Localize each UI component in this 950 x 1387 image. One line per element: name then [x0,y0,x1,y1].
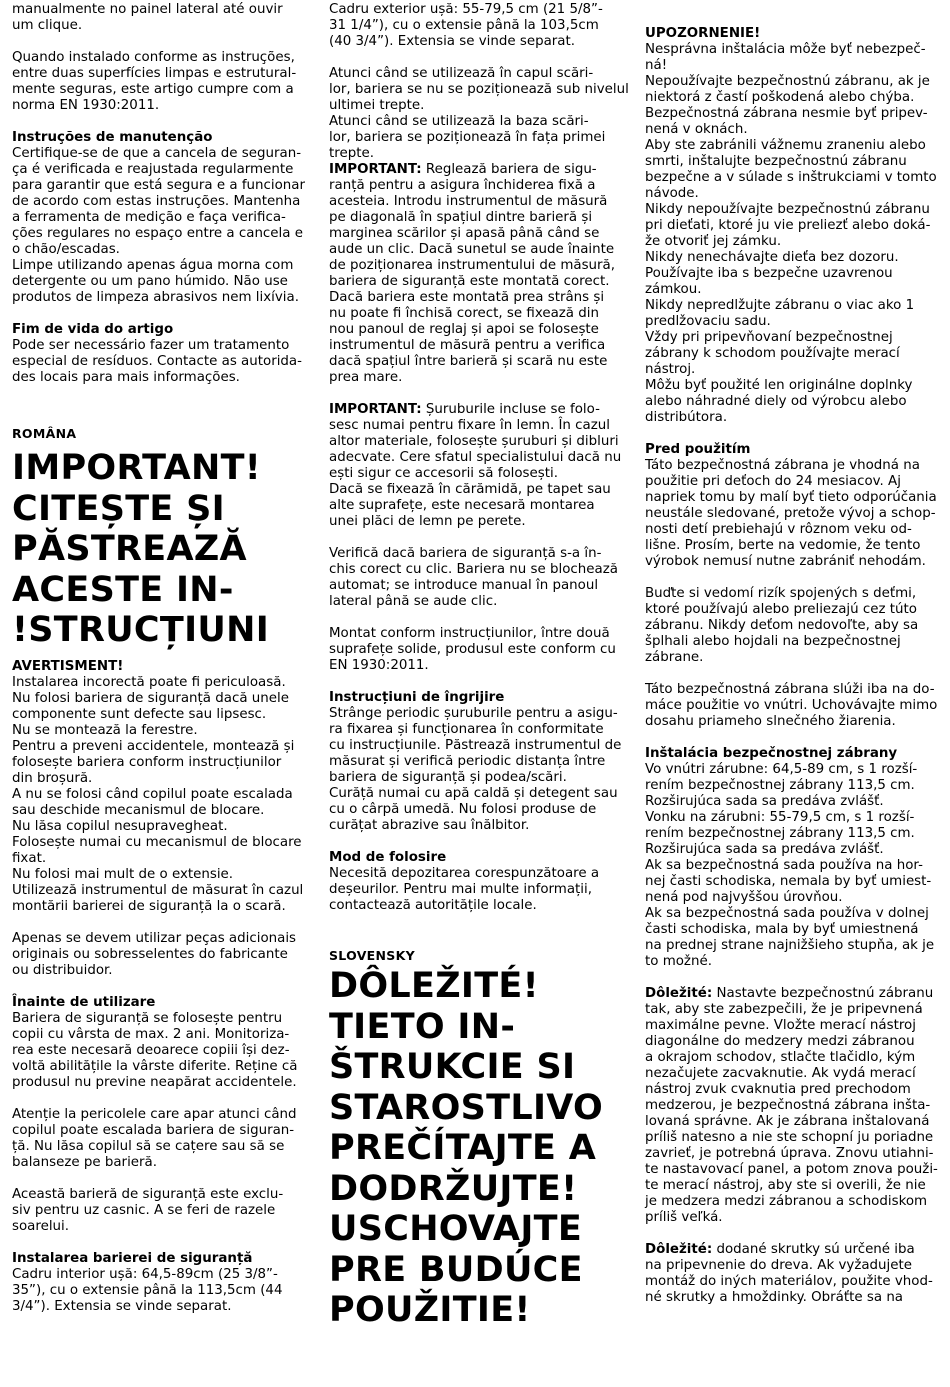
column-3 [645,2,941,1306]
sk-warning-text: Nesprávna inštalácia môže byť nebezpeč- ná! Nepoužívajte bezpečnostnú zábranu, ak je niektorá z častí poškodená alebo chýba. Bezpečnostná zábrana nesmie byť pripev- nená v oknách. Aby ste zabránili vážnemu zraneniu alebo smrti, inštalujte bezpečnostnú zábranu bezpečne a v súlade s inštrukciami v tomto návode. Nikdy nepoužívajte bezpečnostnú zábranu pri dieťati, ktoré ju vie preliezť alebo doká- že otvoriť jej zámku. Nikdy nenechávajte dieťa bez dozoru. Používajte iba s bezpečne uzavrenou zámkou. Nikdy nepredlžujte zábranu o viac ako 1 predlžovaciu sadu. Vždy pri pripevňovaní bezpečnostnej zábrany k schodom používajte merací nástroj. Môžu byť použité len originálne doplnky alebo náhradné diely od výrobcu alebo distribútora. [645,42,937,425]
pt-maintenance-heading: Instruções de manutenção [12,130,213,145]
pt-end-of-life-text: Pode ser necessário fazer um tratamento especial de resíduos. Contacte as autorida- des locais para mais informações. [12,338,302,385]
romanian-language-label: ROMÂNA [12,426,77,441]
slovak-title: DÔLEŽITÉ! TIETO IN- ŠTRUKCIE SI STAROSTLIVO PREČÍTAJTE A DODRŽUJTE! USCHOVAJTE PRE BUDÚCE POUŽITIE! [329,966,604,1330]
sk-before-use-heading: Pred použitím [645,442,751,457]
sk-before-use-text: Táto bezpečnostná zábrana je vhodná na použitie pri deťoch do 24 mesiacov. Aj napriek tomu by malí byť tieto odporúčania neustále sledované, pretože vývoj a schop- nosti detí prebiehajú v rôznom veku od- lišne. Prosím, berte na vedomie, že tento výrobok nemusí nutne zabrániť nehodám. [645,458,937,569]
ro-important-adjust-text: Reglează bariera de sigu- ranță pentru a asigura închiderea fixă a acesteia. Introdu instrumentul de măsură pe diagonală în spațiul dintre barieră și marginea scărilor și apasă până când se aude un clic. Dacă sunetul se aude înainte de poziționarea instrumentului de măsură, bariera de siguranță este montată corect. Dacă bariera este montată prea strâns și nu poate fi închisă corect, se fixează din nou panoul de reglaj și apoi se folosește instrumentul de măsură pentru a verifica dacă spațiul între barieră și scară nu este prea mare. [329,162,615,385]
ro-before-use-heading: Înainte de utilizare [12,994,156,1010]
ro-warning-text: Instalarea incorectă poate fi periculoasă. Nu folosi bariera de siguranță dacă unele componente sunt defecte sau lipsesc. Nu se montează la ferestre. Pentru a preveni accidentele, montează și folosește bariera conform instrucțiunilor din broșură. A nu se folosi când copilul poate escalada sau deschide mecanismul de blocare. Nu lăsa copilul nesupravegheat. Folosește numai cu mecanismul de blocare fixat. Nu folosi mai mult de o extensie. Utilizează instrumentul de măsurat în cazul montării barierei de siguranță la o scară. [12,674,304,914]
sk-important-adjust-text: Nastavte bezpečnostnú zábranu tak, aby ste zabezpečili, že je pripevnená maximálne pevne. Vložte merací nástroj diagonálne do medzery medzi zábranou a okrajom schodov, stlačte tlačidlo, kým nezačujete zacvaknutie. Ak vydá merací nástroj zvuk cvaknutia pred prechodom medzerou, je bezpečnostná zábrana inšta- lovaná správne. Ak je zábrana inštalovaná príliš natesno a nie ste schopní ju poriadne zavrieť, je potrebná úprava. Znovu utiahni- te nastavovací panel, a potom znova použi- te merací nástroj, aby ste si overili, že nie je medzera medzi zábranou a schodiskom príliš veľká. [645,986,938,1225]
ro-use-text: Necesită depozitarea corespunzătoare a deșeurilor. Pentru mai multe informații, contactează autoritățile locale. [329,866,600,913]
ro-before-use-text: Bariera de siguranță se folosește pentru copii cu vârsta de max. 2 ani. Monitoriza- rea este necesară deoarece copiii își dez- voltă abilitățile la vârste diferite. Reține că produsul nu previne neapărat accidentele. [12,1010,298,1090]
ro-install-heading: Instalarea barierei de siguranță [12,1250,253,1266]
pt-end-of-life-heading: Fim de vida do artigo [12,322,174,337]
ro-attention-text: Atenție la pericolele care apar atunci când copilul poate escalada bariera de siguran- ță. Nu lăsa copilul să se cațere sau să se balanseze pe barieră. [12,1106,297,1170]
column-2 [329,2,629,1331]
ro-frame-exterior-text: Cadru exterior ușă: 55-79,5 cm (21 5/8”- 31 1/4”), cu o extensie până la 103,5cm (40 3/4”). Extensia se vinde separat. [329,2,603,49]
sk-warning-heading: UPOZORNENIE! [645,26,761,41]
ro-warning-heading: AVERTISMENT! [12,658,124,674]
sk-domestic-text: Táto bezpečnostná zábrana slúži iba na do- máce použitie vo vnútri. Uchovávajte mimo dosahu priameho slnečného žiarenia. [645,682,938,729]
ro-norm-text: Montat conform instrucțiunilor, între două suprafețe solide, produsul este conform cu EN 1930:2011. [329,626,616,673]
ro-domestic-text: Această barieră de siguranță este exclu- siv pentru uz casnic. A se feri de razele soarelui. [12,1186,284,1234]
sk-important-label: Dôležité: [645,986,713,1001]
ro-use-heading: Mod de folosire [329,850,447,865]
ro-original-parts-text: Apenas se devem utilizar peças adicionais originais ou sobresselentes do fabricante ou distribuidor. [12,930,297,978]
sk-important-screws-text: dodané skrutky sú určené iba na pripevnenie do dreva. Ak vyžadujete montáž do iných materiálov, použite vhod- né skrutky a hmoždinky. Obráťte sa na [645,1242,933,1305]
ro-important-label: IMPORTANT: [329,162,422,177]
column-1 [12,2,312,1315]
romanian-title: IMPORTANT! CITEȘTE ȘI PĂSTREAZĂ ACESTE IN- !STRUCȚIUNI [12,448,270,650]
ro-important-adjust [329,162,629,386]
ro-important-screws [329,402,629,530]
ro-important-label: IMPORTANT: [329,402,422,417]
sk-risks-text: Buďte si vedomí rizík spojených s deťmi, ktoré používajú alebo preliezajú cez túto zábranu. Nikdy deťom nedovoľte, aby sa šplhali alebo hojdali na bezpečnostnej zábrane. [645,586,919,665]
pt-install-text: Quando instalado conforme as instruções, entre duas superfícies limpas e estrutural- mente seguras, este artigo cumpre com a norma EN 1930:2011. [12,50,297,113]
ro-install-text: Cadru interior ușă: 64,5-89cm (25 3/8”- 35”), cu o extensie până la 113,5cm (44 3/4”). Extensia se vinde separat. [12,1266,283,1314]
ro-important-screws-text: Șuruburile incluse se folo- sesc numai pentru fixare în lemn. În cazul altor materiale, folosește șuruburi și dibluri adecvate. Cere sfatul specialistului dacă nu ești sigur ce accesorii să folosești. Dacă se fixează în cărămidă, pe tapet sau alte suprafețe, este necesară montarea unei plăci de lemn pe perete. [329,402,622,529]
ro-care-text: Strânge periodic șuruburile pentru a asigu- ra fixarea și funcționarea în conformitate cu instrucțiunile. Păstrează instrumentul de măsurat și verifică periodic distanța între bariera de siguranță și podea/scări. Curăță numai cu apă caldă și detegent sau cu o cârpă umedă. Nu folosi produse de curățat abrazive sau înălbitor. [329,706,622,833]
sk-install-text: Vo vnútri zárubne: 64,5-89 cm, s 1 rozší- rením bezpečnostnej zábrany 113,5 cm. Rozširujúca sada sa predáva zvlášť. Vonku na zárubni: 55-79,5 cm, s 1 rozší- rením bezpečnostnej zábrany 113,5 cm. Rozširujúca sada sa predáva zvlášť. Ak sa bezpečnostná sada používa na hor- nej časti schodiska, nemala by byť umiest- nená pod najvyššou úrovňou. Ak sa bezpečnostná sada používa v dolnej časti schodiska, mala by byť umiestnená na prednej strane najnižšieho stupňa, ak je to možné. [645,762,935,969]
sk-install-heading: Inštalácia bezpečnostnej zábrany [645,746,898,761]
sk-important-screws [645,1242,941,1306]
ro-verify-text: Verifică dacă bariera de siguranță s-a în- chis corect cu clic. Bariera nu se blochează automat; se introduce manual în panoul lateral până se aude clic. [329,546,618,609]
pt-end-text: manualmente no painel lateral até ouvir um clique. [12,2,283,33]
slovak-language-label: SLOVENSKY [329,948,415,963]
sk-important-adjust [645,986,941,1226]
ro-stairs-text: Atunci când se utilizează în capul scări- lor, bariera se nu se poziționează sub nivelul ultimei trepte. Atunci când se utilizează la baza scări- lor, bariera se poziționează în fața primei trepte. [329,66,629,161]
sk-important-label: Dôležité: [645,1242,713,1257]
pt-maintenance-text: Certifique-se de que a cancela de seguran- ça é verificada e reajustada regularmente para garantir que está segura e a funcionar de acordo com estas instruções. Mantenha a ferramenta de medição e faça verifica- ções regulares no espaço entre a cancela e o chão/escadas. Limpe utilizando apenas água morna com detergente ou um pano húmido. Não use produtos de limpeza abrasivos nem lixívia. [12,146,306,305]
ro-care-heading: Instrucțiuni de îngrijire [329,690,505,705]
